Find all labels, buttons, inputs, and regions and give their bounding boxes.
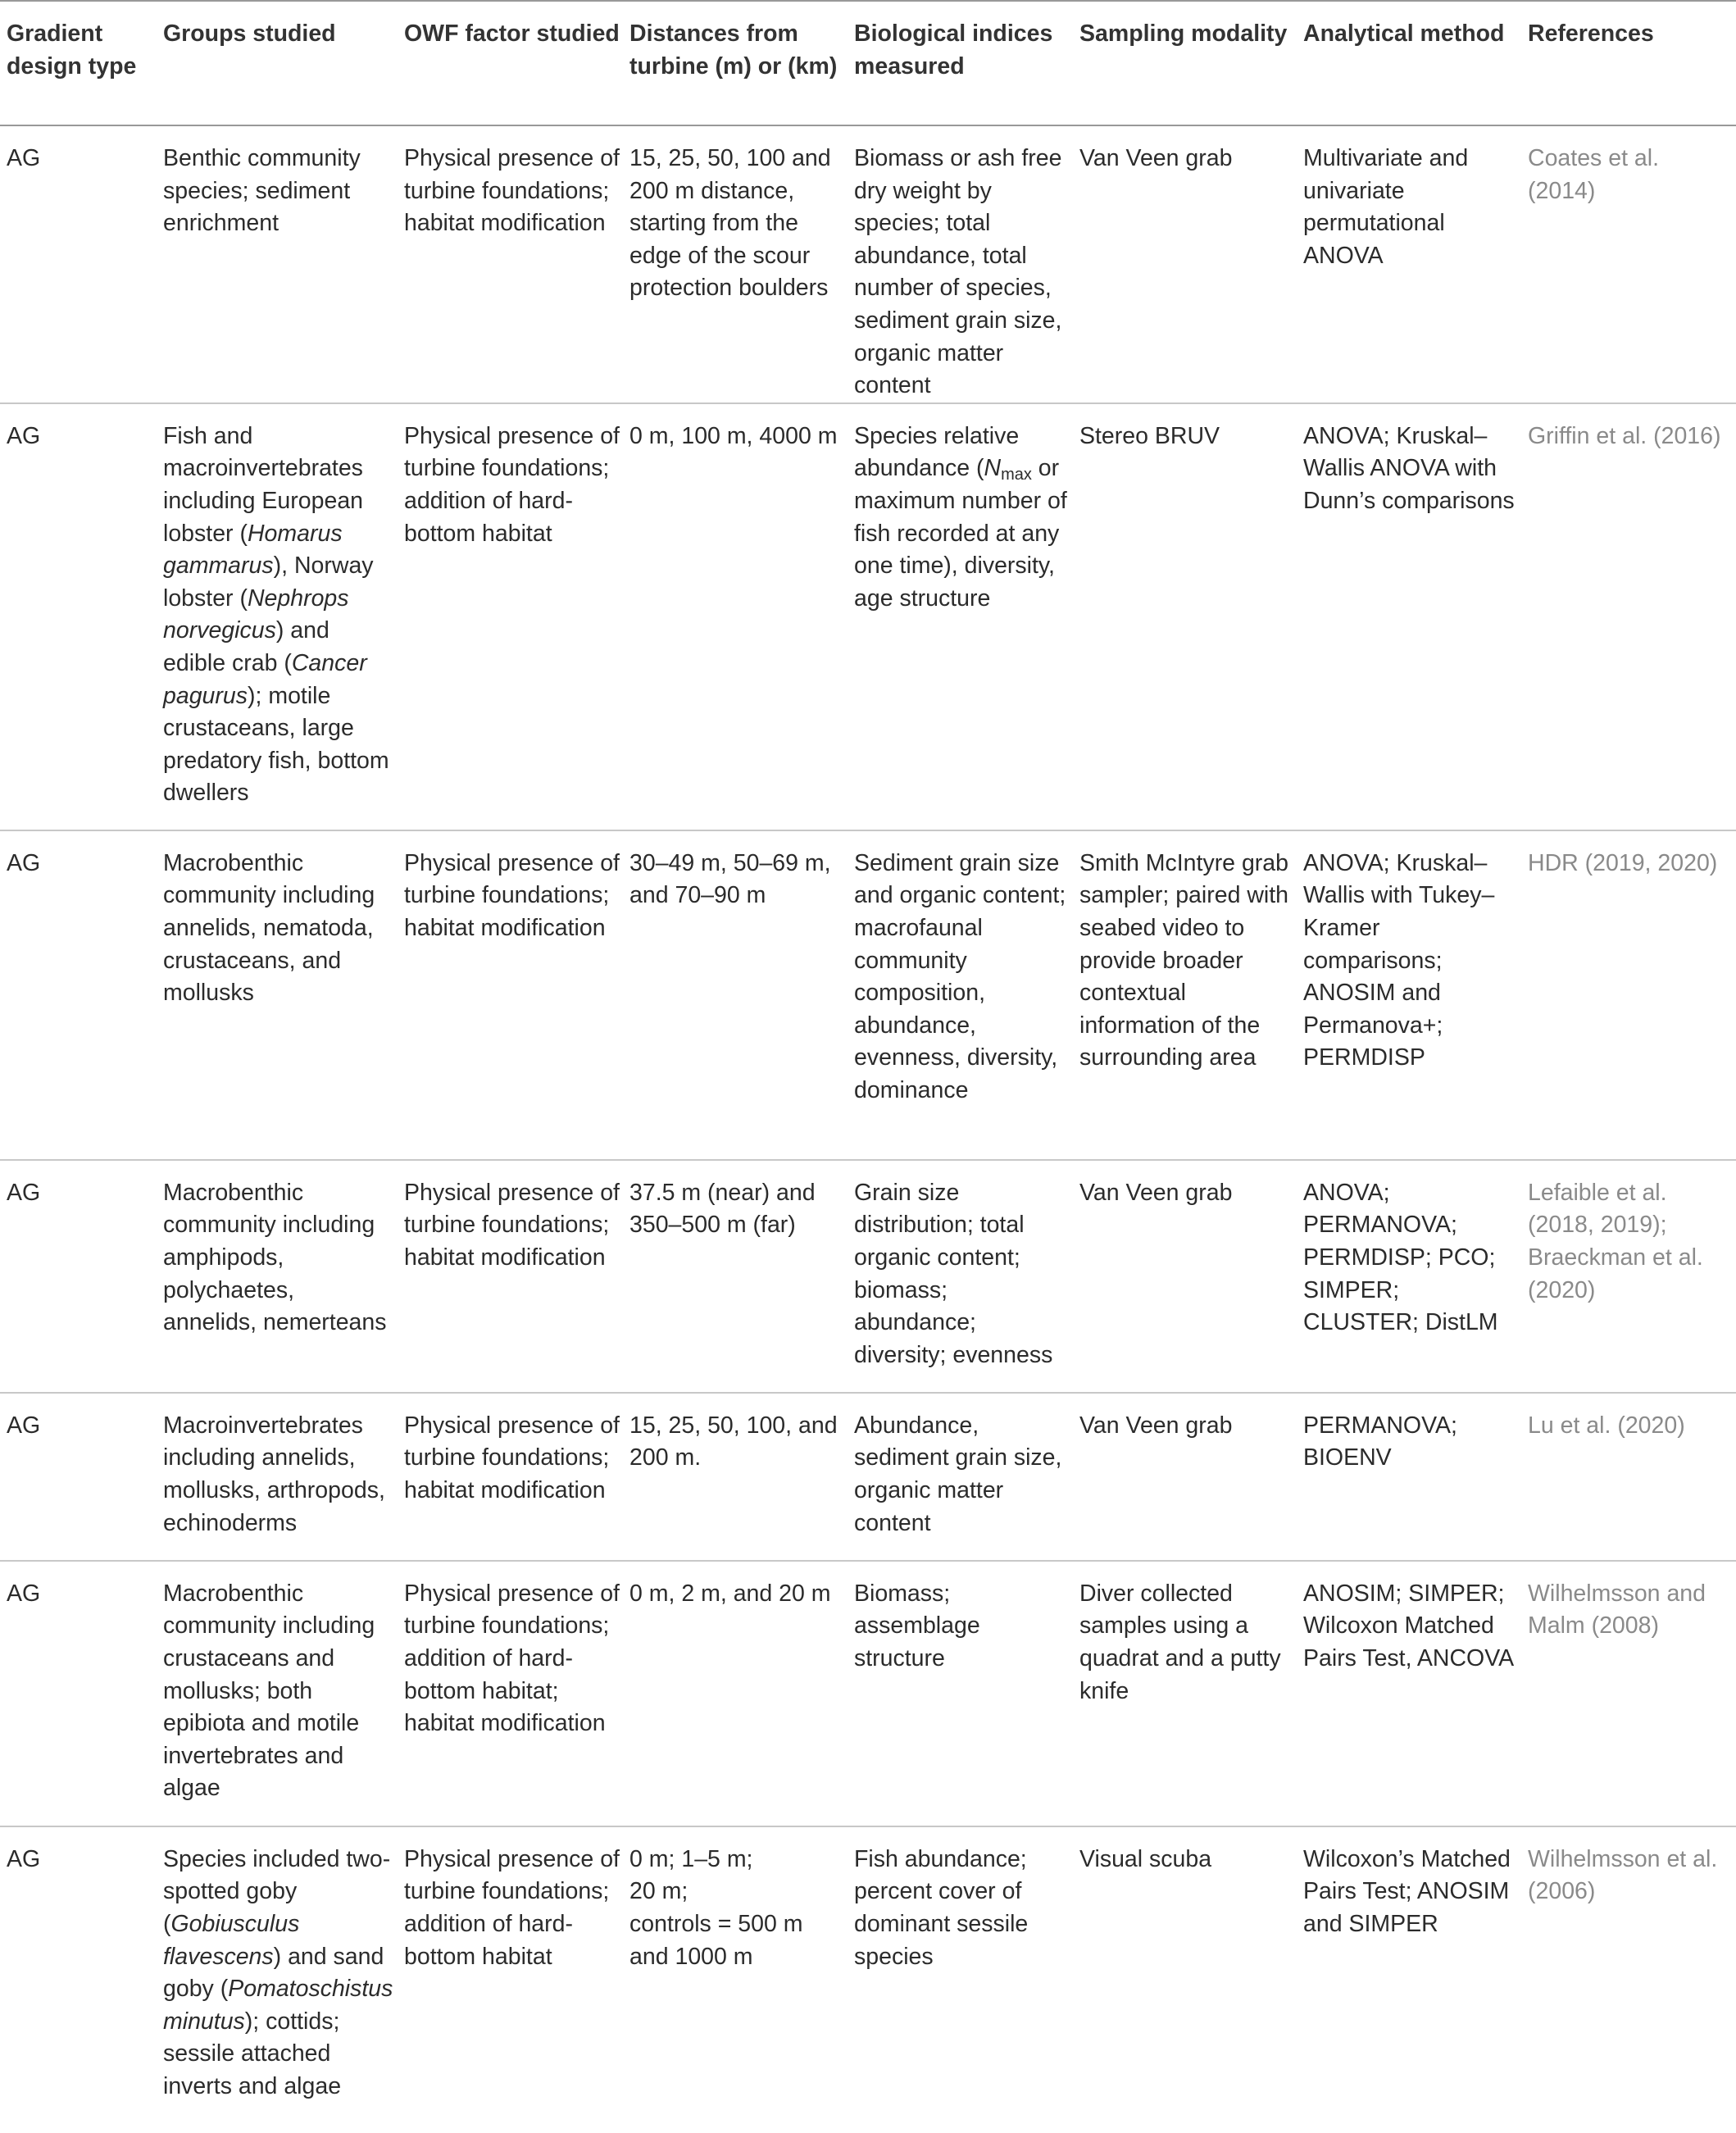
cell-sampling: Van Veen grab [1073, 1160, 1297, 1393]
cell-factor: Physical presence of turbine foundations; addition of hard-bottom habitat [404, 1845, 620, 1970]
text-fragment: Fish and macroinvertebrates including European lobster ( [163, 422, 364, 547]
cell-groups [157, 1826, 398, 2133]
cell-distances: 30–49 m, 50–69 m, and 70–90 m [623, 830, 848, 1160]
cell-factor: Physical presence of turbine foundations; habitat modification [398, 1160, 623, 1393]
text-fragment: ) and edible crab ( [163, 617, 329, 676]
text-line: 20 m; [629, 1878, 688, 1905]
subscript: max [1001, 466, 1032, 484]
cell-factor: Physical presence of turbine foundations; habitat modification [398, 1393, 623, 1561]
header-gradient-design-type: Gradient design type [0, 1, 157, 125]
cell-indices: Grain size distribution; total organic content; biomass; abundance; diversity; evenness [848, 1160, 1073, 1393]
text-fragment: ); motile crustaceans, large predatory fish, bottom dwellers [163, 682, 389, 807]
cell-groups: Macrobenthic community including crustaceans and mollusks; both epibiota and motile invertebrates and algae [157, 1561, 398, 1826]
header-distances: Distances from turbine (m) or (km) [623, 1, 848, 125]
cell-distances: 0 m, 2 m, and 20 m [623, 1561, 848, 1826]
cell-method: ANOSIM; SIMPER; Wilcoxon Matched Pairs Test, ANCOVA [1297, 1561, 1521, 1826]
cell-method: ANOVA; Kruskal–Wallis ANOVA with Dunn’s comparisons [1297, 403, 1521, 830]
cell-reference-link[interactable]: Lefaible et al. (2018, 2019); Braeckman et al. (2020) [1521, 1160, 1736, 1393]
cell-groups: Benthic community species; sediment enrichment [157, 125, 398, 403]
cell-sampling: Stereo BRUV [1073, 403, 1297, 830]
cell-indices: Biomass or ash free dry weight by species; total abundance, total number of species, sediment grain size, organic matter content [848, 125, 1073, 403]
header-references: References [1521, 1, 1736, 125]
text-fragment: ), Norway lobster ( [163, 553, 374, 612]
cell-factor: Physical presence of turbine foundations; habitat modification [398, 830, 623, 1160]
cell-indices: Sediment grain size and organic content; macrofaunal community composition, abundance, evenness, diversity, dominance [848, 830, 1073, 1160]
cell-type: AG [0, 1561, 157, 1826]
species-name: Nephrops norvegicus [163, 584, 349, 644]
cell-indices: Abundance, sediment grain size, organic matter content [848, 1393, 1073, 1561]
header-groups-studied: Groups studied [157, 1, 398, 125]
cell-factor: Physical presence of turbine foundations; habitat modification [398, 125, 623, 403]
cell-method: ANOVA; Kruskal–Wallis with Tukey–Kramer comparisons; ANOSIM and Permanova+; PERMDISP [1297, 830, 1521, 1160]
table-row [0, 403, 1736, 830]
cell-factor: Physical presence of turbine foundations; addition of hard-bottom habitat; habitat modification [398, 1561, 623, 1826]
cell-indices: Biomass; assemblage structure [848, 1561, 1073, 1826]
table-row [0, 1826, 1736, 2133]
species-name: Gobiusculus flavescens [163, 1910, 300, 1970]
table-row [0, 1393, 1736, 1561]
species-name: Homarus gammarus [163, 520, 343, 580]
cell-indices: Fish abundance; percent cover of dominant sessile species [854, 1845, 1029, 1970]
cell-reference-link[interactable]: Lu et al. (2020) [1521, 1393, 1736, 1561]
cell-type: AG [0, 125, 157, 403]
text-fragment: Species relative abundance ( [854, 422, 1020, 482]
header-owf-factor: OWF factor studied [398, 1, 623, 125]
cell-reference-link[interactable]: Wilhelmsson et al. (2006) [1528, 1845, 1718, 1905]
cell-type: AG [7, 1845, 41, 1872]
header-analytical-method: Analytical method [1297, 1, 1521, 125]
cell-groups: Macroinvertebrates including annelids, mollusks, arthropods, echinoderms [157, 1393, 398, 1561]
cell-groups [157, 403, 398, 830]
cell-distances: 15, 25, 50, 100, and 200 m. [623, 1393, 848, 1561]
cell-reference-link[interactable]: HDR (2019, 2020) [1521, 830, 1736, 1160]
text-fragment: Species included two-spotted goby ( [163, 1845, 391, 1937]
cell-method: Multivariate and univariate permutational ANOVA [1297, 125, 1521, 403]
cell-sampling: Smith McIntyre grab sampler; paired with seabed video to provide broader contextual information of the surrounding area [1073, 830, 1297, 1160]
cell-type: AG [0, 830, 157, 1160]
table-row [0, 125, 1736, 403]
cell-reference-link[interactable]: Wilhelmsson and Malm (2008) [1521, 1561, 1736, 1826]
cell-method: Wilcoxon’s Matched Pairs Test; ANOSIM and SIMPER [1303, 1845, 1511, 1937]
species-name: Pomatoschistus minutus [163, 1976, 393, 2035]
variable-symbol: N [984, 455, 1002, 482]
cell-type: AG [0, 1160, 157, 1393]
cell-groups: Macrobenthic community including amphipods, polychaetes, annelids, nemerteans [157, 1160, 398, 1393]
cell-reference-link[interactable]: Griffin et al. (2016) [1521, 403, 1736, 830]
header-sampling-modality: Sampling modality [1073, 1, 1297, 125]
text-fragment: ); cottids; sessile attached inverts and algae [163, 2008, 342, 2099]
text-line: controls = 500 m and 1000 m [629, 1910, 803, 1970]
cell-reference-link[interactable]: Coates et al. (2014) [1521, 125, 1736, 403]
cell-type: AG [0, 1393, 157, 1561]
header-biological-indices: Biological indices measured [848, 1, 1073, 125]
cell-distances [623, 1826, 848, 2133]
table-row [0, 1561, 1736, 1826]
cell-sampling: Visual scuba [1079, 1845, 1212, 1872]
table-row [0, 1160, 1736, 1393]
cell-distances: 15, 25, 50, 100 and 200 m distance, starting from the edge of the scour protection boulders [623, 125, 848, 403]
cell-groups: Macrobenthic community including annelids, nematoda, crustaceans, and mollusks [157, 830, 398, 1160]
cell-distances: 37.5 m (near) and 350–500 m (far) [623, 1160, 848, 1393]
cell-sampling: Van Veen grab [1073, 1393, 1297, 1561]
cell-indices [848, 403, 1073, 830]
cell-method: PERMANOVA; BIOENV [1297, 1393, 1521, 1561]
text-fragment: ) and sand goby ( [163, 1943, 384, 2003]
cell-sampling: Van Veen grab [1073, 125, 1297, 403]
text-fragment: or maximum number of fish recorded at any one time), diversity, age structure [854, 455, 1067, 612]
table-row [0, 830, 1736, 1160]
text-line: 0 m; 1–5 m; [629, 1845, 753, 1872]
cell-type: AG [0, 403, 157, 830]
cell-distances: 0 m, 100 m, 4000 m [623, 403, 848, 830]
species-name: Cancer pagurus [163, 649, 367, 709]
cell-method: ANOVA; PERMANOVA; PERMDISP; PCO; SIMPER; CLUSTER; DistLM [1297, 1160, 1521, 1393]
cell-factor: Physical presence of turbine foundations; addition of hard-bottom habitat [398, 403, 623, 830]
cell-sampling: Diver collected samples using a quadrat and a putty knife [1073, 1561, 1297, 1826]
header-row [0, 1, 1736, 125]
